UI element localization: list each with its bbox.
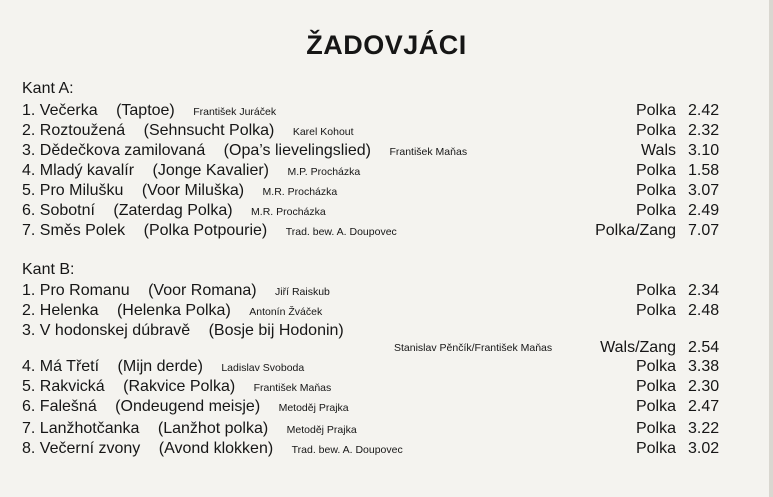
track-number: 1. — [22, 282, 36, 299]
track-title: Pro Romanu — [39, 282, 130, 299]
track-duration: 3.10 — [688, 142, 720, 159]
track-original-title: (Lanžhot polka) — [157, 420, 269, 437]
track-title: Večerní zvony — [39, 440, 141, 457]
track-composer: Karel Kohout — [292, 126, 354, 138]
track-row — [22, 397, 734, 417]
track-duration: 7.07 — [688, 222, 720, 239]
track-composer: František Maňas — [389, 146, 468, 158]
track-row — [22, 161, 734, 181]
track-original-title: (Mijn derde) — [117, 358, 203, 375]
track-row — [22, 121, 734, 141]
track-genre: Polka/Zang — [595, 222, 676, 239]
track-composer: Trad. bew. A. Doupovec — [291, 444, 403, 456]
track-row — [22, 141, 734, 161]
track-row — [22, 201, 734, 221]
track-genre: Polka — [635, 440, 676, 457]
track-row — [22, 101, 734, 121]
track-composer: Metoděj Prajka — [278, 402, 349, 414]
track-original-title: (Opa’s lievelingslied) — [223, 142, 371, 159]
track-number: 2. — [22, 302, 36, 319]
track-row — [22, 419, 734, 439]
track-genre: Polka — [635, 162, 676, 179]
track-duration: 3.22 — [688, 420, 720, 437]
track-genre: Polka — [635, 398, 676, 415]
track-duration: 1.58 — [688, 162, 720, 179]
side-b-label: Kant B: — [22, 261, 75, 278]
track-title: V hodonskej dúbravě — [39, 322, 191, 339]
track-title: Mladý kavalír — [39, 162, 135, 179]
track-number: 1. — [22, 102, 36, 119]
track-number: 6. — [22, 398, 36, 415]
track-title: Sobotní — [39, 202, 95, 219]
track-duration: 2.48 — [688, 302, 720, 319]
track-composer: Stanislav Pěnčík/František Maňas — [394, 342, 553, 354]
track-title: Má Třetí — [39, 358, 100, 375]
side-a-label: Kant A: — [22, 80, 74, 97]
track-composer: M.P. Procházka — [287, 166, 361, 178]
track-composer: František Juráček — [193, 106, 277, 118]
track-composer: Trad. bew. A. Doupovec — [285, 226, 397, 238]
track-row-continuation — [22, 338, 734, 358]
track-number: 4. — [22, 162, 36, 179]
track-duration: 3.07 — [688, 182, 720, 199]
track-title: Roztoužená — [39, 122, 126, 139]
album-title: ŽADOVJÁCI — [306, 30, 467, 60]
track-number: 6. — [22, 202, 36, 219]
track-title: Falešná — [39, 398, 97, 415]
track-genre: Polka — [635, 420, 676, 437]
track-number: 7. — [22, 420, 36, 437]
track-title: Rakvická — [39, 378, 105, 395]
track-row — [22, 181, 734, 201]
track-number: 2. — [22, 122, 36, 139]
track-genre: Wals/Zang — [600, 339, 676, 356]
track-row — [22, 281, 734, 301]
track-genre: Polka — [635, 202, 676, 219]
track-duration: 3.02 — [688, 440, 720, 457]
track-composer: Jiří Raiskub — [275, 286, 330, 298]
track-row — [22, 377, 734, 397]
track-composer: František Maňas — [253, 382, 332, 394]
track-original-title: (Rakvice Polka) — [123, 378, 236, 395]
track-composer: Metoděj Prajka — [286, 424, 357, 436]
track-duration: 2.49 — [688, 202, 720, 219]
track-number: 3. — [22, 322, 36, 339]
track-duration: 2.34 — [688, 282, 720, 299]
track-original-title: (Bosje bij Hodonin) — [208, 322, 344, 339]
track-duration: 2.42 — [688, 102, 720, 119]
track-genre: Polka — [635, 302, 676, 319]
track-title: Dědečkova zamilovaná — [39, 142, 206, 159]
track-row — [22, 221, 734, 241]
track-composer: Ladislav Svoboda — [221, 362, 305, 374]
track-number: 5. — [22, 378, 36, 395]
track-original-title: (Taptoe) — [116, 102, 175, 119]
track-number: 7. — [22, 222, 36, 239]
track-original-title: (Ondeugend meisje) — [115, 398, 261, 415]
track-duration: 2.54 — [688, 339, 720, 356]
track-genre: Polka — [635, 122, 676, 139]
track-title: Večerka — [39, 102, 98, 119]
track-row — [22, 439, 734, 459]
track-composer: M.R. Procházka — [262, 186, 338, 198]
track-title: Lanžhotčanka — [39, 420, 140, 437]
track-original-title: (Voor Miluška) — [141, 182, 245, 199]
track-original-title: (Zaterdag Polka) — [113, 202, 233, 219]
track-title: Pro Milušku — [39, 182, 124, 199]
track-composer: Antonín Žváček — [249, 306, 323, 318]
track-duration: 3.38 — [688, 358, 720, 375]
scan-edge — [769, 0, 773, 497]
track-duration: 2.32 — [688, 122, 720, 139]
track-row — [22, 357, 734, 377]
track-genre: Polka — [635, 182, 676, 199]
track-number: 5. — [22, 182, 36, 199]
track-original-title: (Voor Romana) — [148, 282, 257, 299]
track-genre: Polka — [635, 378, 676, 395]
track-row — [22, 301, 734, 321]
track-genre: Polka — [635, 102, 676, 119]
track-genre: Polka — [635, 358, 676, 375]
track-number: 4. — [22, 358, 36, 375]
track-number: 3. — [22, 142, 36, 159]
track-number: 8. — [22, 440, 36, 457]
track-duration: 2.47 — [688, 398, 720, 415]
track-composer: M.R. Procházka — [251, 206, 326, 218]
track-title: Helenka — [39, 302, 99, 319]
track-original-title: (Helenka Polka) — [116, 302, 231, 319]
track-duration: 2.30 — [688, 378, 720, 395]
track-title: Směs Polek — [39, 222, 126, 239]
track-genre: Wals — [641, 142, 676, 159]
track-original-title: (Jonge Kavalier) — [152, 162, 269, 179]
track-genre: Polka — [635, 282, 676, 299]
track-original-title: (Avond klokken) — [158, 440, 274, 457]
track-original-title: (Sehnsucht Polka) — [143, 122, 275, 139]
track-original-title: (Polka Potpourie) — [143, 222, 268, 239]
